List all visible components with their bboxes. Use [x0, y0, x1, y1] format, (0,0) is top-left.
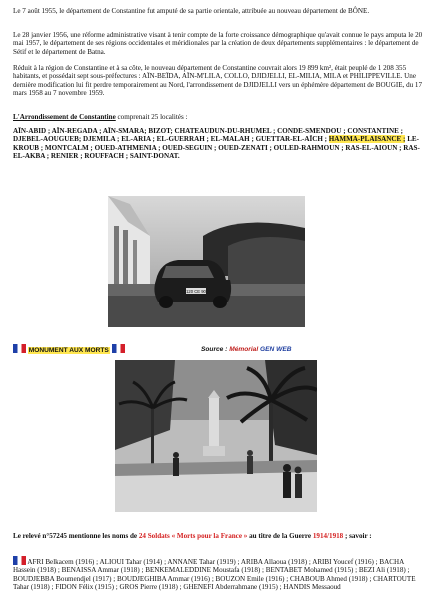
soldier-count: 24 Soldats « Morts pour la France »: [138, 532, 248, 540]
soldiers-names: AFRI Belkacem (1916) ; ALIOUI Tahar (1914) ; ANNANE Tahar (1919) ; ARIBA Allaoua (1918) ; ARIBI Youcef (1916) ; BACHA Hassein (1918) ; BENAISSA Ammar (1918) ; BENKEMALEDDINE Moustafa (1918) ; BENTABET Mohamed (1915) ; BEZI Ali (1918) ; BOUDJEBBA Boumendjel (1917) ; BOUDJEGHIBA Ammar (1916) ; BOUZON Emile (1916) ; CHABOUB Ahmed (1918) ; CHARTOUTE Tahar (1918) ; FIDON Félix (1915) ; GROS Pierre (1918) ; GHENEFI Abderrahmane (1915) ; HANDIS Messaoud: [13, 558, 416, 592]
paragraph-3: [13, 64, 423, 98]
releve-text-1: Le relevé n°57245 mentionne les noms de: [13, 532, 139, 540]
arrondissement-title: L'Arrondissement de Constantine: [13, 113, 116, 121]
source-link[interactable]: Mémorial: [229, 346, 259, 353]
source-credit: [201, 345, 292, 354]
french-flag-icon: [13, 556, 26, 565]
license-plate: 120 CE 90: [186, 289, 206, 294]
french-flag-icon: [112, 344, 125, 353]
monument-header: [13, 344, 423, 355]
highlighted-locality: HAMMA-PLAISANCE ;: [328, 135, 406, 144]
monument-label: MONUMENT AUX MORTS: [28, 347, 109, 354]
monument-photo: [115, 360, 317, 512]
french-flag-icon: [13, 344, 26, 353]
arrondissement-heading: [13, 113, 423, 121]
releve-text-3: ; savoir :: [343, 532, 372, 540]
releve-text-2: au titre de la Guerre: [247, 532, 313, 540]
paragraph-2: [13, 31, 423, 56]
paragraph-1: [13, 7, 423, 15]
paragraph-1-text: Le 7 août 1955, le département de Constantine fut amputé de sa partie orientale, attribuée au nouveau département de BÔNE.: [13, 7, 370, 15]
source-suffix: GEN WEB: [258, 346, 292, 353]
localities-list: [13, 127, 423, 161]
localities-text-1: AÏN-ABID ; AÏN-REGADA ; AÏN-SMARA; BIZOT; CHATEAUDUN-DU-RHUMEL ; CONDE-SMENDOU ; CONSTANTINE ; DJEBEL-AOUGUEB; DJEMILA ; EL-ARIA ; EL-GUERRAH ; EL-MALAH ; GUETTAR-EL-AÏCH ;: [13, 127, 403, 144]
paragraph-2-text: Le 28 janvier 1956, une réforme administrative visant à tenir compte de la forte croissance démographique qu'avait connue le pays amputa le 20 mai 1957, le département de ses régions occidentales et méridionales par la création de deux départements supplémentaires : le département de Sétif et le département de Batna.: [13, 31, 423, 56]
localities-text-2: LE-KROUB ; MONTCALM ; OUED-ATHMENIA ; OUED-SEGUIN ; OUED-ZENATI ; OULED-RAHMOUN ; RAS-EL-AIOUN ; RAS-EL-AKBA ; RENIER ; ROUFFACH ; SAINT-DONAT.: [13, 135, 420, 161]
war-years: 1914/1918: [312, 532, 344, 540]
arrondissement-suffix: comprenait 25 localités :: [115, 113, 188, 121]
source-label: Source :: [201, 346, 230, 353]
car-photo: [108, 196, 305, 327]
releve-paragraph: [13, 532, 423, 540]
paragraph-3-text: Réduit à la région de Constantine et à sa côte, le nouveau département de Constantine couvrait alors 19 899 km², était peuplé de 1 208 355 habitants, et possédait sept sous-préfectures : AÏN-BEÏDA, AÏN-M'LILA, COLLO, DJIDJELLI, EL-MILIA, MILA et PHILIPPEVILLE. Une dernière modification lui fit perdre temporairement au Nord, l'arrondissement de DJIDJELLI vers un éphémère département de BOUGIE, du 17 mars 1958 au 7 novembre 1959.: [13, 64, 423, 98]
soldiers-list: [13, 556, 423, 600]
